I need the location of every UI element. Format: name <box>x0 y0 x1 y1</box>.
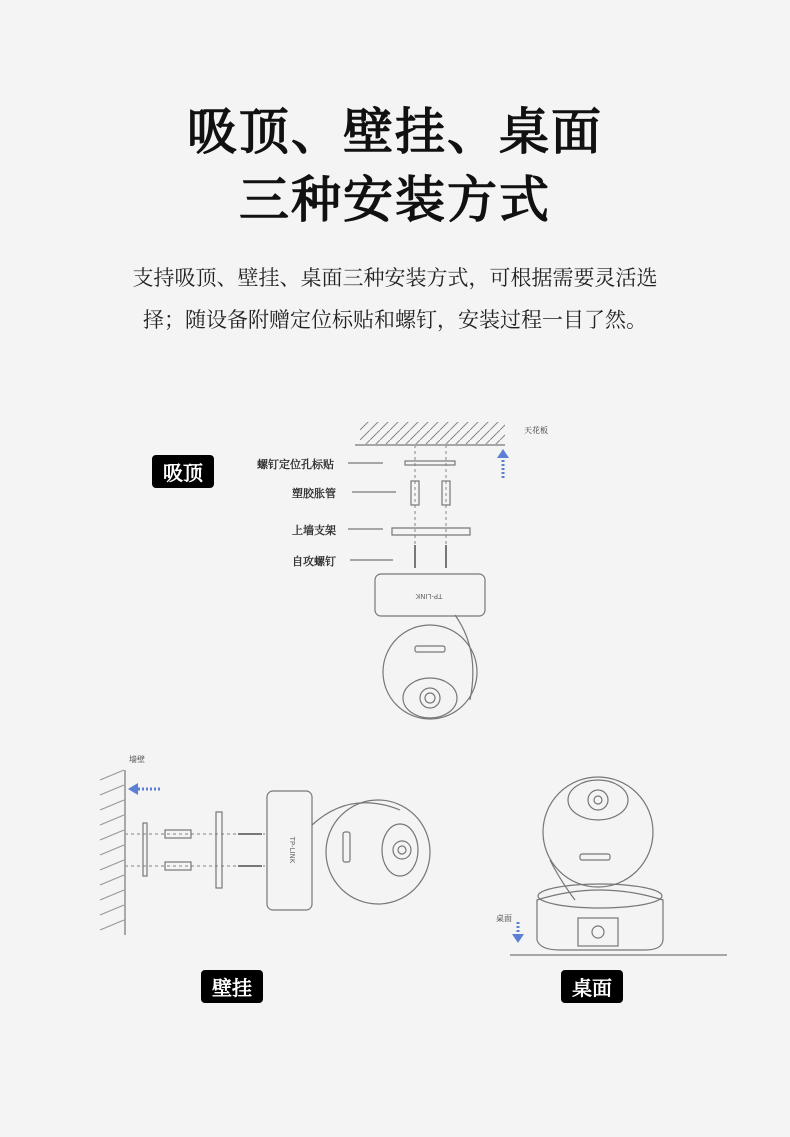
desk-camera-ball <box>543 777 653 887</box>
desk-down-arrow-icon <box>512 922 524 943</box>
bracket-shape <box>392 528 470 535</box>
part-label-bracket: 上墙支架 <box>292 524 336 537</box>
desk-camera-base <box>537 890 663 950</box>
ceiling-camera-ball <box>383 625 477 719</box>
description-line1: 支持吸顶、壁挂、桌面三种安装方式，可根据需要灵活选 <box>132 266 658 290</box>
description-line2: 择；随设备附赠定位标贴和螺钉，安装过程一目了然。 <box>143 308 647 332</box>
wall-bracket <box>216 812 222 888</box>
wall-left-arrow-icon <box>128 783 160 795</box>
badge-desk: 桌面 <box>561 970 623 1003</box>
ceiling-hatch <box>360 422 505 444</box>
page-title-line1: 吸顶、壁挂、桌面 <box>187 103 603 161</box>
desk-label: 桌面 <box>496 914 512 923</box>
desk-diagram <box>510 777 727 955</box>
wall-sticker <box>143 823 147 876</box>
ceiling-diagram <box>348 422 505 719</box>
badge-wall: 壁挂 <box>201 970 263 1003</box>
wall-camera-ball <box>326 800 430 904</box>
ceiling-label: 天花板 <box>524 426 548 435</box>
wall-diagram <box>100 770 430 935</box>
wall-label: 墙壁 <box>129 755 145 764</box>
badge-ceiling: 吸顶 <box>152 455 214 488</box>
part-label-screw: 自攻螺钉 <box>292 555 336 568</box>
ceiling-up-arrow-icon <box>497 449 509 478</box>
wall-brand: TP-LINK <box>288 836 296 864</box>
page-title-line2: 三种安装方式 <box>239 171 551 229</box>
part-label-sticker: 螺钉定位孔标贴 <box>257 458 334 471</box>
ceiling-brand: TP-LINK <box>415 592 443 600</box>
part-label-anchor: 塑胶胀管 <box>292 487 336 500</box>
sticker-shape <box>405 461 455 465</box>
